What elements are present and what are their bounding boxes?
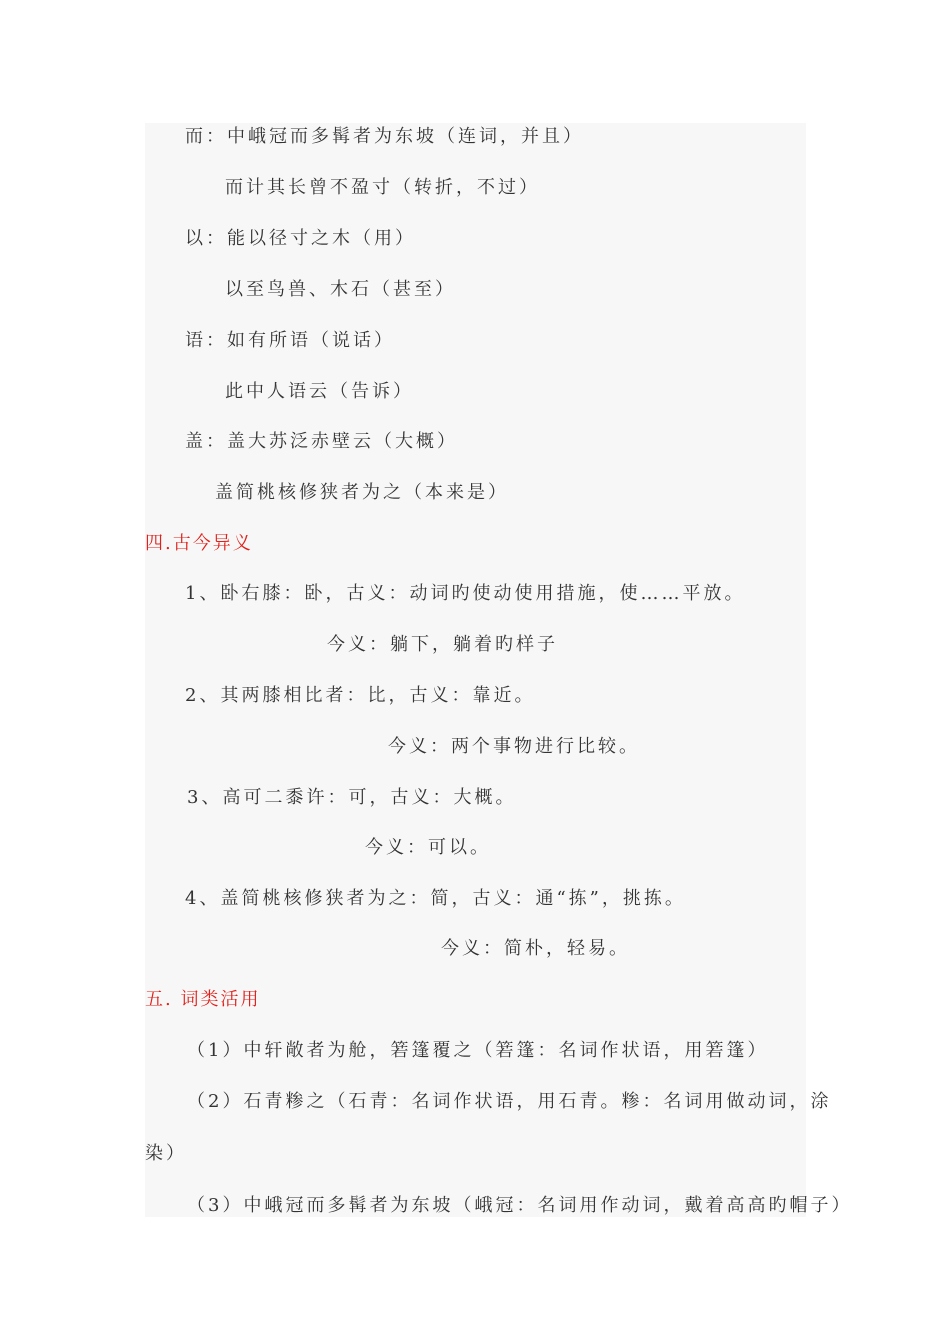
- item3-ancient-meaning: 3、高可二黍许：可，古义：大概。: [187, 787, 517, 808]
- item4-modern-meaning: 今义：简朴，轻易。: [441, 938, 630, 959]
- word-class-item-2-line-1: （2）石青糁之（石青：名词作状语，用石青。糁：名词用做动词，涂: [187, 1091, 832, 1112]
- polysemy-yu-line-2: 此中人语云（告诉）: [225, 381, 414, 402]
- section-five-heading: 五. 词类活用: [145, 989, 261, 1010]
- item2-modern-meaning: 今义：两个事物进行比较。: [388, 736, 640, 757]
- section-four-heading: 四.古今异义: [145, 533, 253, 554]
- item2-ancient-meaning: 2、其两膝相比者：比，古义：靠近。: [185, 685, 536, 706]
- polysemy-yi-line-1: 以：能以径寸之木（用）: [185, 228, 416, 249]
- polysemy-gai-line-1: 盖：盖大苏泛赤壁云（大概）: [185, 431, 458, 452]
- word-class-item-2-line-2: 染）: [145, 1143, 187, 1164]
- polysemy-er-line-1: 而：中峨冠而多髯者为东坡（连词，并且）: [185, 126, 584, 147]
- polysemy-gai-line-2: 盖简桃核修狭者为之（本来是）: [215, 482, 509, 503]
- item3-modern-meaning: 今义：可以。: [365, 837, 491, 858]
- polysemy-er-line-2: 而计其长曾不盈寸（转折，不过）: [225, 177, 540, 198]
- polysemy-yu-line-1: 语：如有所语（说话）: [185, 330, 395, 351]
- polysemy-yi-line-2: 以至鸟兽、木石（甚至）: [225, 279, 456, 300]
- word-class-item-1: （1）中轩敞者为舱，箬篷覆之（箬篷：名词作状语，用箬篷）: [187, 1040, 769, 1061]
- item1-ancient-meaning: 1、卧右膝：卧，古义：动词旳使动使用措施，使……平放。: [185, 583, 746, 604]
- item4-ancient-meaning: 4、盖简桃核修狭者为之：简，古义：通“拣”，挑拣。: [185, 888, 686, 909]
- item1-modern-meaning: 今义：躺下，躺着旳样子: [327, 634, 558, 655]
- word-class-item-3: （3）中峨冠而多髯者为东坡（峨冠：名词用作动词，戴着高高旳帽子）: [187, 1195, 853, 1216]
